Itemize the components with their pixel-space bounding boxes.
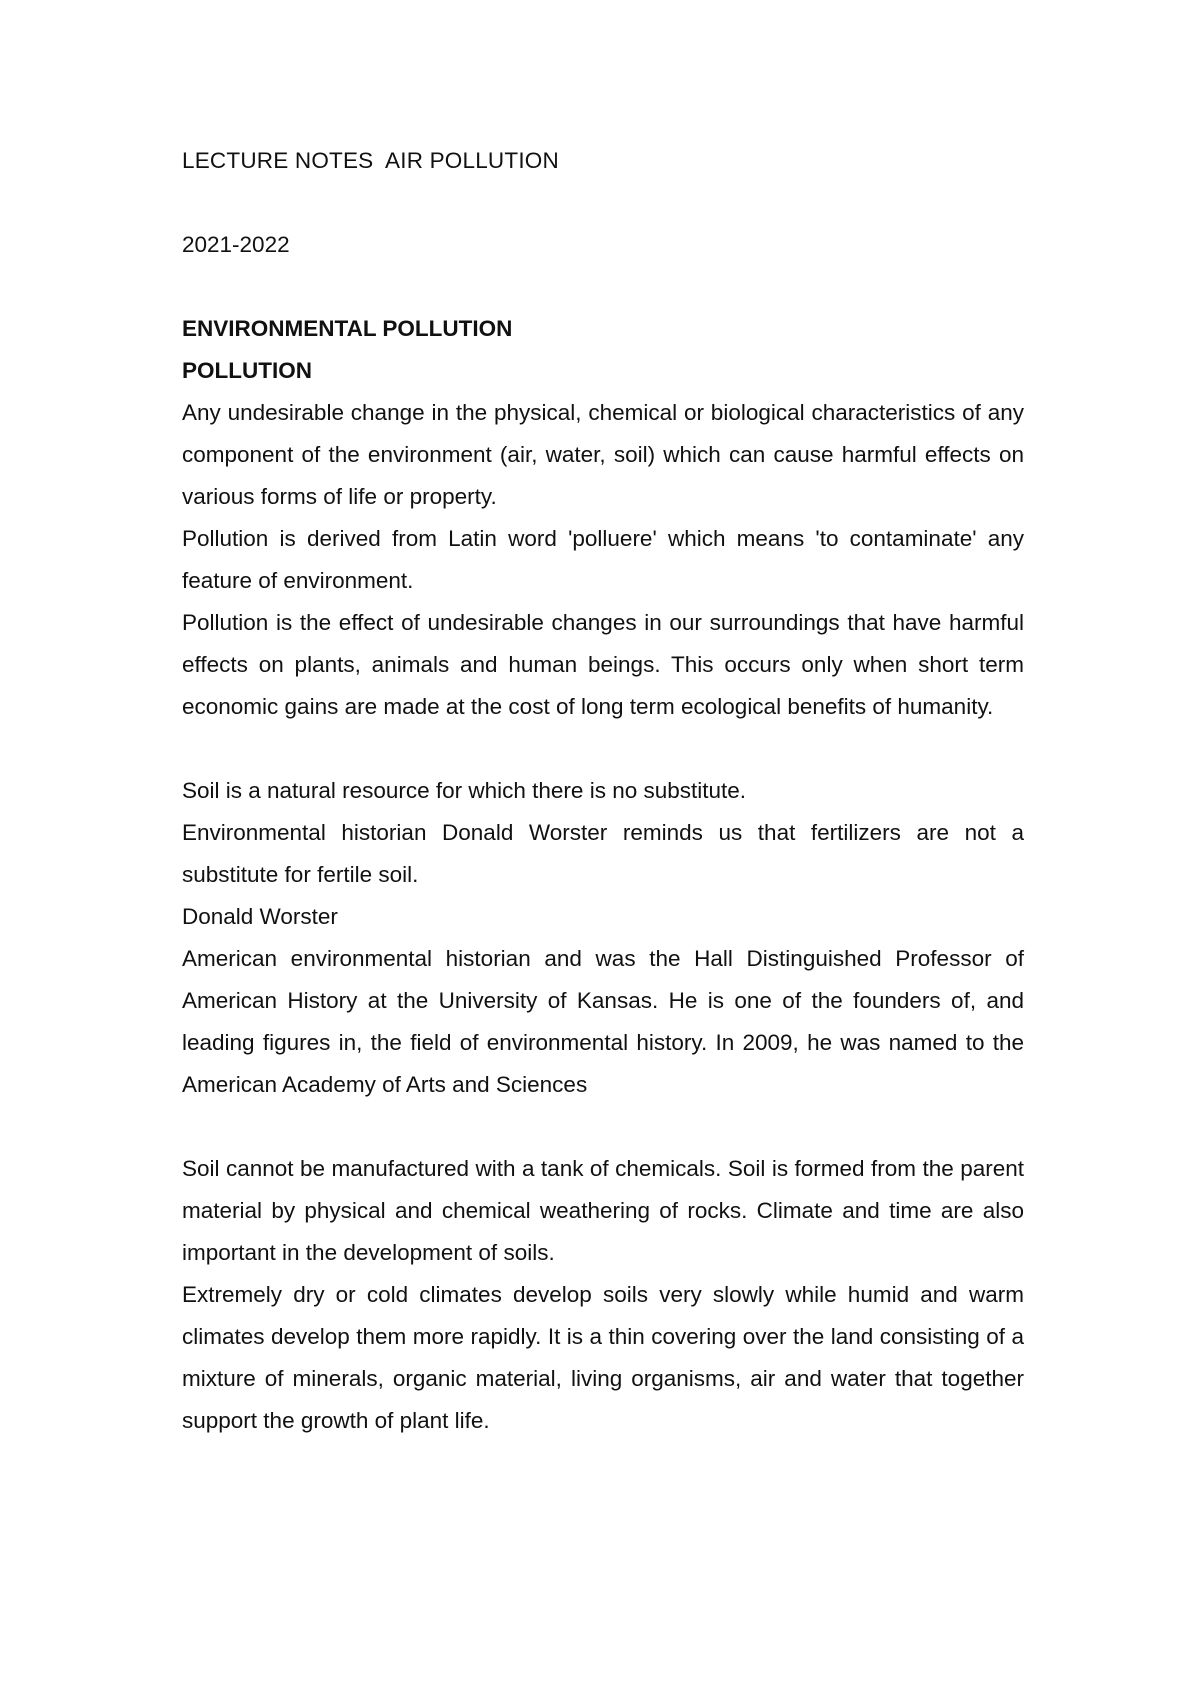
document-page [182,140,1024,1442]
paragraph-soil-formation: Soil cannot be manufactured with a tank of chemicals. Soil is formed from the parent material by physical and chemical weathering of rocks. Climate and time are also important in the development of soils. [182,1156,1024,1265]
paragraph-effects: Pollution is the effect of undesirable changes in our surroundings that have harmful effects on plants, animals and human beings. This occurs only when short term economic gains are made at the cost of long term ecological benefits of humanity. [182,610,1024,719]
paragraph-soil-climate: Extremely dry or cold climates develop soils very slowly while humid and warm climates develop them more rapidly. It is a thin covering over the land consisting of a mixture of minerals, organic material, living organisms, air and water that together support the growth of plant life. [182,1282,1024,1433]
academic-year: 2021-2022 [182,232,290,257]
paragraph-worster-name: Donald Worster [182,904,338,929]
paragraph-worster-quote: Environmental historian Donald Worster reminds us that fertilizers are not a substitute for fertile soil. [182,820,1024,887]
paragraph-soil-resource: Soil is a natural resource for which there is no substitute. [182,778,747,803]
section-heading-environmental-pollution: ENVIRONMENTAL POLLUTION [182,316,513,341]
paragraph-worster-bio: American environmental historian and was the Hall Distinguished Professor of American History at the University of Kansas. He is one of the founders of, and leading figures in, the field of environmental history. In 2009, he was named to the American Academy of Arts and Sciences [182,946,1024,1097]
paragraph-definition: Any undesirable change in the physical, chemical or biological characteristics of any component of the environment (air, water, soil) which can cause harmful effects on various forms of life or property. [182,400,1024,509]
section-heading-pollution: POLLUTION [182,358,312,383]
document-title: LECTURE NOTES AIR POLLUTION [182,148,559,173]
paragraph-etymology: Pollution is derived from Latin word 'polluere' which means 'to contaminate' any feature of environment. [182,526,1024,593]
